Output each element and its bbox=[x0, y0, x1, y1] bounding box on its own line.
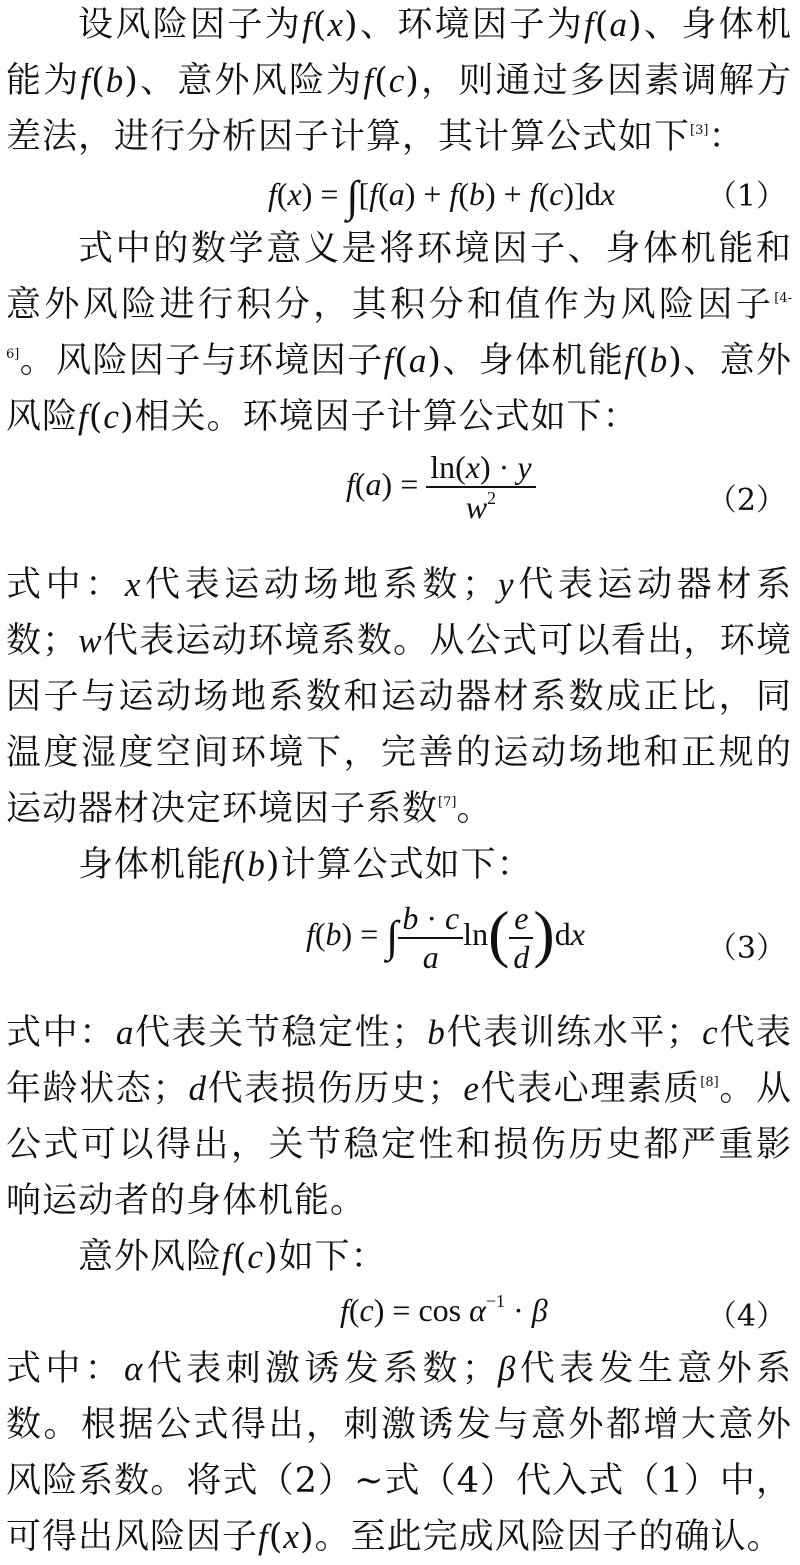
text: 代表关节稳定性； bbox=[134, 1013, 428, 1053]
text: 代表运动器材系数； bbox=[6, 565, 792, 661]
text: 设风险因子为 bbox=[78, 5, 303, 45]
text: 。从公式可以得出，关节稳定性和损伤历史都严重影响运动者的身体机能。 bbox=[6, 1069, 792, 1221]
equation-4 bbox=[6, 1285, 792, 1341]
paragraph-accident-risk: 意外风险f(c)如下： bbox=[78, 1237, 387, 1277]
paragraph-env-factor: 式中：x代表运动场地系数；y代表运动器材系数；w代表运动环境系数。从公式可以看出，环境因子与运动场地系数和运动器材系数成正比，同温度湿度空间环境下，完善的运动场地和正规的运动器材决定环境因子系数[7]。 bbox=[6, 565, 792, 829]
text: 代表运动环境系数。从公式可以看出，环境因子与运动场地系数和运动器材系数成正比，同温度湿度空间环境下，完善的运动场地和正规的运动器材决定环境因子系数 bbox=[6, 621, 792, 829]
text: 计算公式如下： bbox=[280, 845, 533, 885]
text: 如下： bbox=[278, 1237, 387, 1277]
text: 、身体机能为 bbox=[6, 5, 792, 101]
math-fb: f bbox=[80, 61, 92, 100]
text: 。至此完成风险因子的确认。 bbox=[314, 1517, 783, 1557]
equation-4-body: $f(c) = \cos \alpha^{-1} \cdot \beta$ bbox=[340, 1291, 548, 1328]
text: 。 bbox=[456, 789, 493, 829]
text: 代表运动场地系数； bbox=[141, 565, 499, 605]
text: 、环境因子为 bbox=[358, 5, 585, 45]
text: 代表年龄状态； bbox=[6, 1013, 792, 1109]
text: 相关。环境因子计算公式如下： bbox=[134, 397, 639, 437]
citation: [3] bbox=[690, 123, 709, 138]
equation-1-body: f(x) = ∫[f(a) + f(b) + f(c)]dx bbox=[268, 172, 615, 221]
equation-2 bbox=[6, 445, 792, 557]
text: 代表心理素质 bbox=[479, 1069, 701, 1109]
text: 。风险因子与环境因子 bbox=[19, 341, 384, 381]
equation-number: （1） bbox=[706, 179, 786, 214]
text: 式中： bbox=[6, 1349, 125, 1389]
equation-number: （2） bbox=[706, 483, 786, 518]
math-fa: f bbox=[584, 5, 595, 44]
paragraph-intro: 设风险因子为f(x)、环境因子为f(a)、身体机能为f(b)、意外风险为f(c)，则通过多因素调解方差法，进行分析因子计算，其计算公式如下[3]： bbox=[6, 5, 792, 157]
text: ： bbox=[708, 117, 745, 157]
text: 身体机能 bbox=[78, 845, 223, 885]
math-fc: f bbox=[363, 61, 375, 100]
citation: [4-6] bbox=[6, 291, 792, 362]
equation-number: （4） bbox=[706, 1299, 786, 1334]
paragraph-conclusion: 式中：α代表刺激诱发系数；β代表发生意外系数。根据公式得出，刺激诱发与意外都增大意外风险系数。将式（2）~式（4）代入式（1）中，可得出风险因子f(x)。至此完成风险因子的确认。 bbox=[6, 1349, 792, 1557]
citation: [7] bbox=[438, 795, 457, 810]
text: 代表刺激诱发系数； bbox=[143, 1349, 498, 1389]
text: 、意外风险为 bbox=[138, 61, 364, 101]
equation-number: （3） bbox=[706, 931, 786, 966]
text: 、身体机能 bbox=[442, 341, 625, 381]
fraction: $\frac{\ln(x) \cdot y}{w^2}$ bbox=[426, 449, 535, 526]
text: 式中： bbox=[6, 1013, 116, 1053]
paragraph-body-vars: 式中：a代表关节稳定性；b代表训练水平；c代表年龄状态；d代表损伤历史；e代表心理素质[8]。从公式可以得出，关节稳定性和损伤历史都严重影响运动者的身体机能。 bbox=[6, 1013, 792, 1221]
text: 、意外风险 bbox=[6, 341, 792, 437]
text: 代表损伤历史； bbox=[207, 1069, 464, 1109]
text: 代表发生意外系数。根据公式得出，刺激诱发与意外都增大意外风险系数。将式（2）~式（4）代入式（1）中，可得出风险因子 bbox=[6, 1349, 792, 1557]
citation: [8] bbox=[700, 1075, 719, 1090]
math-fx: f bbox=[302, 5, 313, 44]
equation-1 bbox=[6, 165, 792, 221]
paragraph-integration: 式中的数学意义是将环境因子、身体机能和意外风险进行积分，其积分和值作为风险因子[4-6]。风险因子与环境因子f(a)、身体机能f(b)、意外风险f(c)相关。环境因子计算公式如下： bbox=[6, 229, 792, 437]
text: ，则通过多因素调解方差法，进行分析因子计算，其计算公式如下 bbox=[6, 61, 792, 157]
paragraph-body-function: 身体机能f(b)计算公式如下： bbox=[78, 845, 533, 885]
equation-3-body: f(b) = ∫ $\frac{b \cdot c}{a}$ ln( $\frac{e}{d}$ )dx bbox=[306, 898, 585, 975]
equation-2-body: f(a) = $\frac{\ln(x) \cdot y}{w^2}$ bbox=[346, 449, 536, 526]
fraction: $\frac{b \cdot c}{a}$ bbox=[398, 900, 463, 976]
equation-3 bbox=[6, 893, 792, 1005]
text: 代表训练水平； bbox=[445, 1013, 703, 1053]
text: 意外风险 bbox=[78, 1237, 223, 1277]
text: 式中的数学意义是将环境因子、身体机能和意外风险进行积分，其积分和值作为风险因子 bbox=[6, 229, 792, 325]
text: 式中： bbox=[6, 565, 125, 605]
fraction: $\frac{e}{d}$ bbox=[509, 900, 533, 976]
